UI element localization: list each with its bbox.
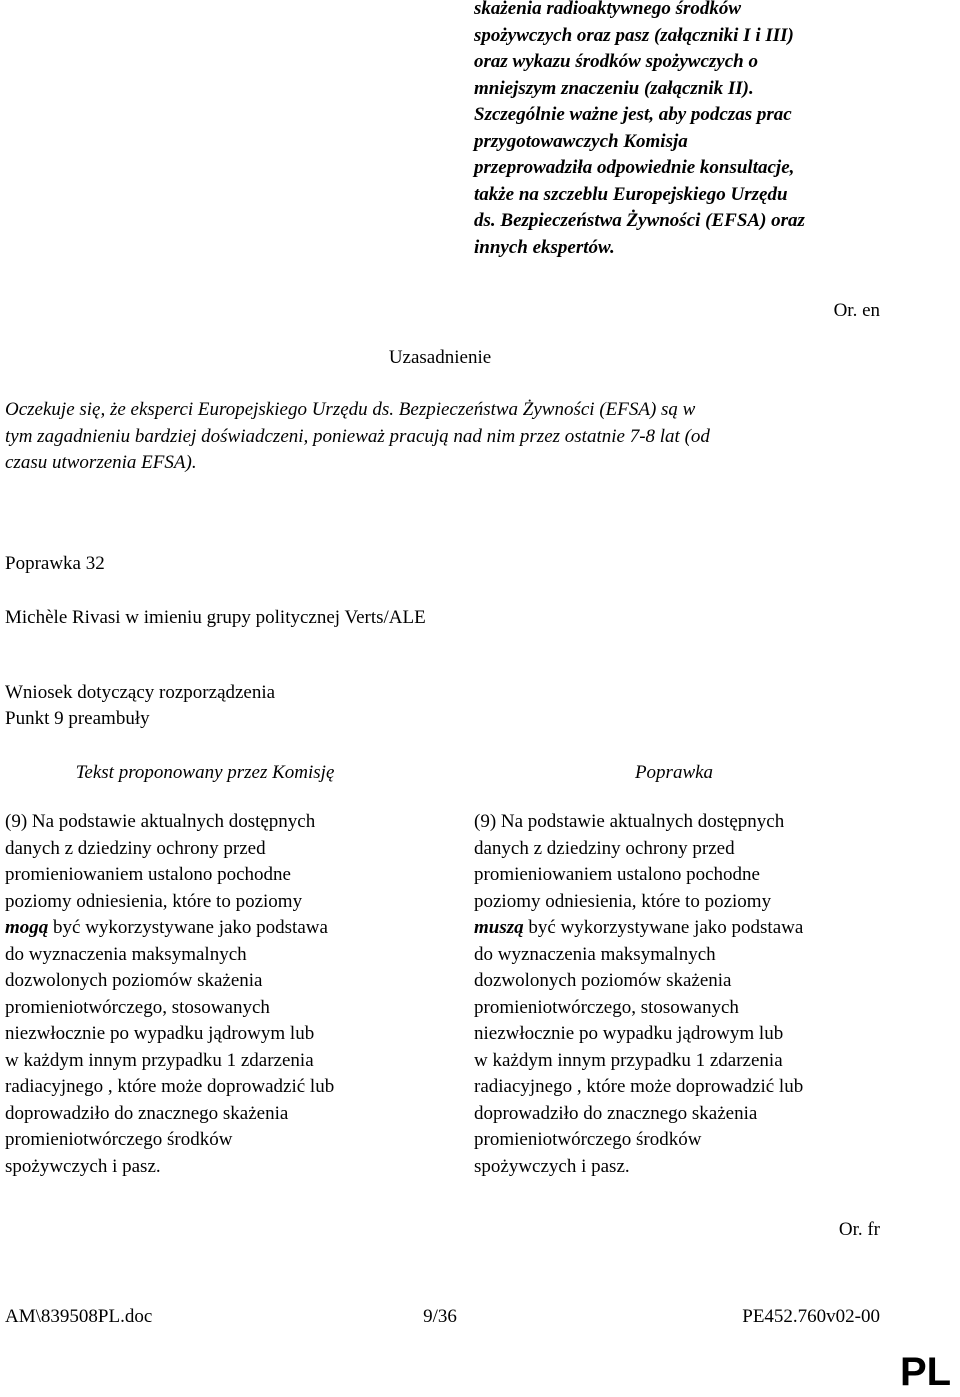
text-segment: być wykorzystywane jako podstawa <box>523 917 804 938</box>
footer-language-code: PL <box>900 1350 952 1394</box>
amendment-text-line <box>474 809 894 836</box>
footer-page-number: 9/36 <box>423 1306 457 1327</box>
text-segment: spożywczych i pasz. <box>5 1155 161 1177</box>
text-segment: w każdym innym przypadku 1 zdarzenia <box>5 1049 314 1071</box>
commission-text-column <box>5 809 425 1180</box>
text-segment: promieniowaniem ustalono pochodne <box>5 864 291 885</box>
justification-line: oraz wykazu środków spożywczych o <box>474 51 758 72</box>
amendment-text-line <box>474 1154 894 1181</box>
text-segment: doprowadziło do znacznego skażenia <box>474 1102 758 1124</box>
text-segment: spożywczych i pasz. <box>474 1155 630 1177</box>
justification-line: także na szczeblu Europejskiego Urzędu <box>474 183 788 205</box>
text-segment: promieniowaniem ustalono pochodne <box>474 864 760 885</box>
amendment-text-line <box>5 968 425 995</box>
amendment-text-line <box>5 862 425 889</box>
justification-line: czasu utworzenia EFSA). <box>5 452 197 473</box>
justification-line: przygotowawczych Komisja <box>474 130 688 152</box>
amendment-text-line <box>474 915 894 942</box>
amendment-text-line <box>474 968 894 995</box>
text-segment: danych z dziedziny ochrony przed <box>474 837 735 859</box>
changed-word: mogą <box>5 917 49 938</box>
justification-line: innych ekspertów. <box>474 236 615 258</box>
amendment-text-line <box>474 942 894 969</box>
amendment-column-header: Poprawka <box>634 762 714 783</box>
text-segment: do wyznaczenia maksymalnych <box>5 943 247 965</box>
text-segment: do wyznaczenia maksymalnych <box>474 943 716 965</box>
amendment-text-line <box>474 836 894 863</box>
amendment-text-line <box>5 836 425 863</box>
text-segment: być wykorzystywane jako podstawa <box>48 917 328 938</box>
text-segment: danych z dziedziny ochrony przed <box>5 837 266 859</box>
original-language-fr: Or. fr <box>838 1219 880 1240</box>
amendment-text-line <box>474 889 894 916</box>
amendment-text-line <box>5 1127 425 1154</box>
text-segment: promieniotwórczego środków <box>474 1129 702 1150</box>
amendment-text-line <box>5 942 425 969</box>
amendment-title: Poprawka 32 <box>5 553 105 574</box>
text-segment: poziomy odniesienia, które to poziomy <box>474 890 772 912</box>
proposal-label: Wniosek dotyczący rozporządzenia <box>5 682 276 703</box>
justification-line: spożywczych oraz pasz (załączniki I i III) <box>474 24 794 46</box>
text-segment: (9) Na podstawie aktualnych dostępnych <box>5 811 316 832</box>
justification-line: skażenia radioaktywnego środków <box>474 0 742 19</box>
continued-justification <box>474 0 944 261</box>
text-segment: niezwłocznie po wypadku jądrowym lub <box>5 1023 315 1044</box>
amendment-text-line <box>5 1021 425 1048</box>
justification-line: przeprowadziła odpowiednie konsultacje, <box>474 157 795 178</box>
justification-heading: Uzasadnienie <box>388 347 492 368</box>
footer-doc-ref: AM\839508PL.doc <box>5 1306 153 1327</box>
justification-line: tym zagadnieniu bardziej doświadczeni, ponieważ pracują nad nim przez ostatnie 7-8 lat (od <box>5 425 710 447</box>
text-segment: dozwolonych poziomów skażenia <box>5 970 263 991</box>
text-segment: dozwolonych poziomów skażenia <box>474 970 732 991</box>
text-segment: w każdym innym przypadku 1 zdarzenia <box>474 1049 783 1071</box>
text-segment: radiacyjnego , które może doprowadzić lub <box>5 1076 335 1097</box>
amendment-text-line <box>474 1048 894 1075</box>
amendment-author: Michèle Rivasi w imieniu grupy politycznej Verts/ALE <box>5 607 426 628</box>
original-language-en: Or. en <box>833 300 880 321</box>
amendment-text-line <box>474 1021 894 1048</box>
amendment-text-line <box>5 1154 425 1181</box>
amendment-text-line <box>5 889 425 916</box>
amendment-text-column <box>474 809 894 1180</box>
text-segment: (9) Na podstawie aktualnych dostępnych <box>474 811 785 832</box>
amendment-text-line <box>474 995 894 1022</box>
recital-label: Punkt 9 preambuły <box>5 708 150 729</box>
amendment-text-line <box>5 1048 425 1075</box>
amendment-text-line <box>5 1101 425 1128</box>
amendment-text-line <box>5 809 425 836</box>
text-segment: promieniotwórczego środków <box>5 1129 233 1150</box>
footer-pe-ref: PE452.760v02-00 <box>742 1306 880 1327</box>
amendment-text-line <box>5 995 425 1022</box>
justification-line: Szczególnie ważne jest, aby podczas prac <box>474 104 792 125</box>
changed-word: muszą <box>474 917 524 938</box>
amendment-text-line <box>474 862 894 889</box>
amendment-text-line <box>5 1074 425 1101</box>
justification-text <box>5 397 925 477</box>
justification-line: mniejszym znaczeniu (załącznik II). <box>474 77 754 99</box>
justification-line: Oczekuje się, że eksperci Europejskiego Urzędu ds. Bezpieczeństwa Żywności (EFSA) są w <box>5 399 696 420</box>
text-segment: promieniotwórczego, stosowanych <box>5 996 270 1018</box>
text-segment: radiacyjnego , które może doprowadzić lub <box>474 1076 804 1097</box>
amendment-text-line <box>474 1101 894 1128</box>
amendment-text-line <box>474 1127 894 1154</box>
amendment-text-line <box>5 915 425 942</box>
commission-text-header: Tekst proponowany przez Komisję <box>75 762 335 783</box>
text-segment: niezwłocznie po wypadku jądrowym lub <box>474 1023 784 1044</box>
text-segment: doprowadziło do znacznego skażenia <box>5 1102 289 1124</box>
amendment-text-line <box>474 1074 894 1101</box>
text-segment: poziomy odniesienia, które to poziomy <box>5 890 303 912</box>
text-segment: promieniotwórczego, stosowanych <box>474 996 739 1018</box>
justification-line: ds. Bezpieczeństwa Żywności (EFSA) oraz <box>474 210 805 231</box>
